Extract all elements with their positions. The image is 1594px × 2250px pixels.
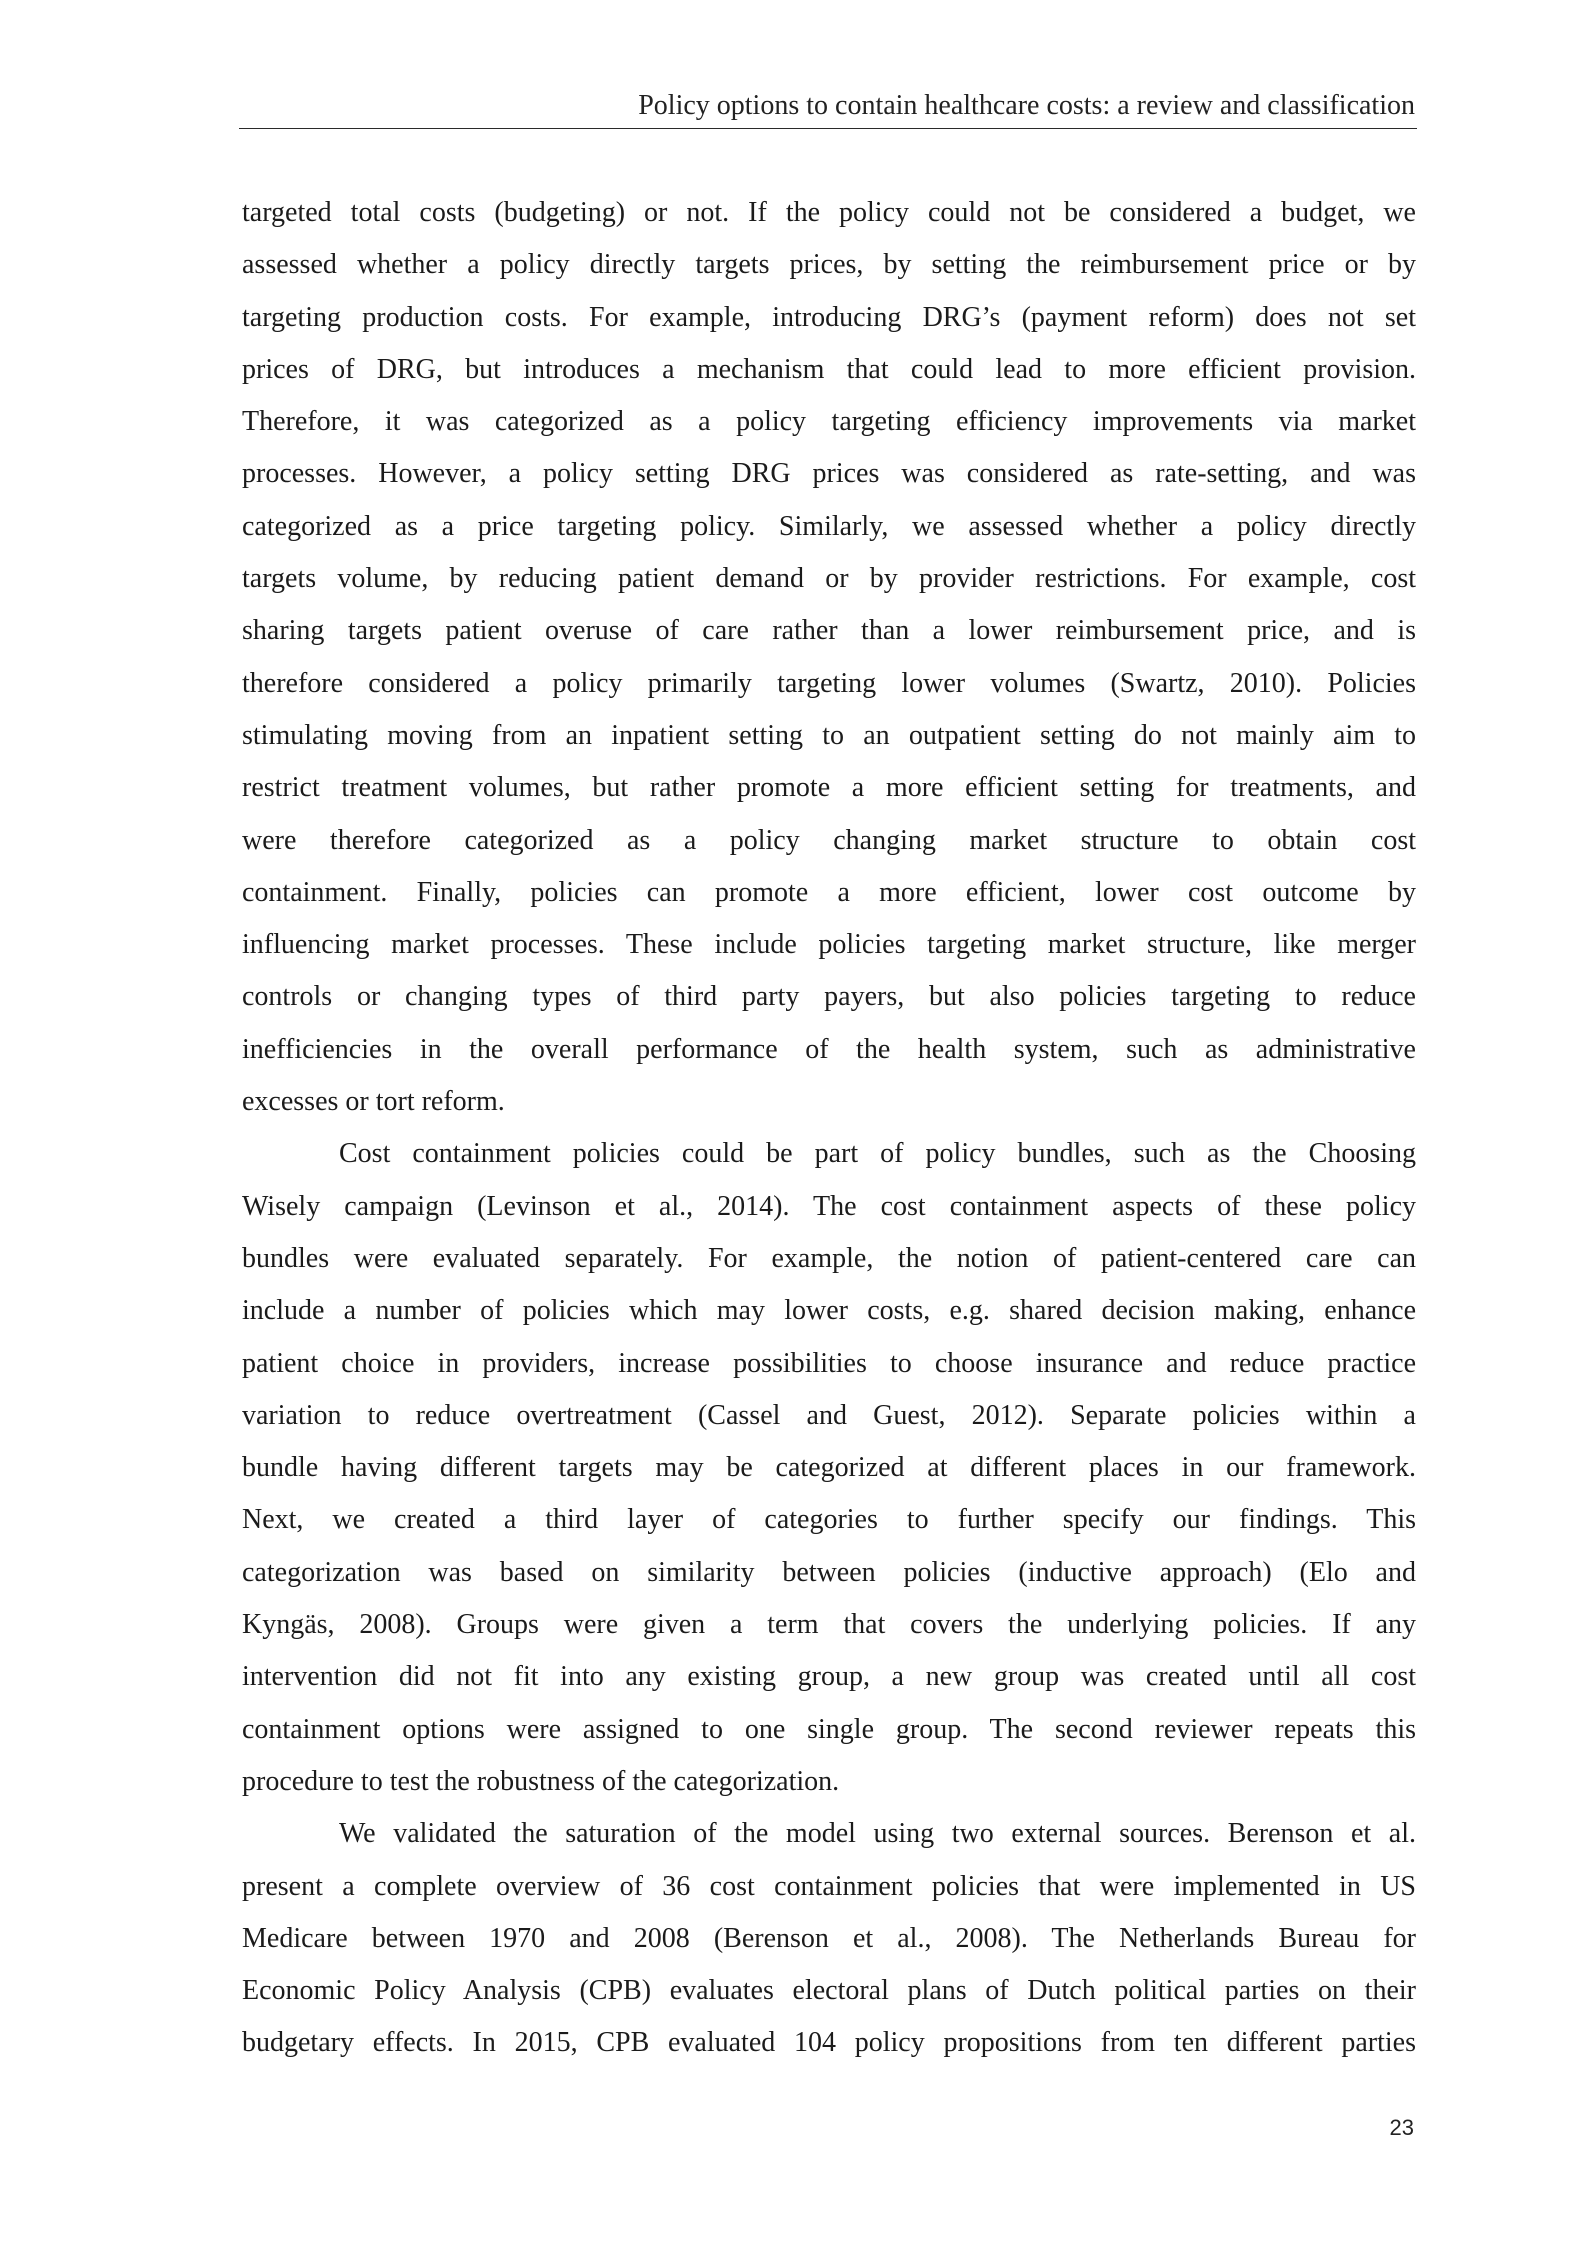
text-line: categorized as a price targeting policy. Similarly, we assessed whether a policy directly xyxy=(242,510,1416,542)
text-line: procedure to test the robustness of the categorization. xyxy=(242,1765,840,1797)
text-line: Medicare between 1970 and 2008 (Berenson et al., 2008). The Netherlands Bureau for xyxy=(242,1922,1416,1954)
text-line: were therefore categorized as a policy changing market structure to obtain cost xyxy=(242,824,1416,856)
text-line: patient choice in providers, increase possibilities to choose insurance and reduce practice xyxy=(242,1347,1416,1379)
text-line: containment options were assigned to one single group. The second reviewer repeats this xyxy=(242,1713,1416,1745)
text-line: processes. However, a policy setting DRG prices was considered as rate-setting, and was xyxy=(242,458,1416,490)
text-line: bundle having different targets may be categorized at different places in our framework. xyxy=(242,1452,1416,1484)
running-header: Policy options to contain healthcare costs: a review and classification xyxy=(239,86,1417,129)
text-line: Cost containment policies could be part of policy bundles, such as the Choosing xyxy=(339,1138,1416,1170)
text-line: sharing targets patient overuse of care rather than a lower reimbursement price, and is xyxy=(242,615,1416,647)
text-line: therefore considered a policy primarily targeting lower volumes (Swartz, 2010). Policies xyxy=(242,667,1416,699)
text-line: Wisely campaign (Levinson et al., 2014). The cost containment aspects of these policy xyxy=(242,1190,1416,1222)
text-line: present a complete overview of 36 cost containment policies that were implemented in US xyxy=(242,1870,1416,1902)
text-line: Kyngäs, 2008). Groups were given a term that covers the underlying policies. If any xyxy=(242,1609,1416,1641)
text-line: Economic Policy Analysis (CPB) evaluates electoral plans of Dutch political parties on their xyxy=(242,1975,1416,2007)
text-line: intervention did not fit into any existing group, a new group was created until all cost xyxy=(242,1661,1416,1693)
text-line: assessed whether a policy directly targets prices, by setting the reimbursement price or by xyxy=(242,249,1416,281)
text-line: excesses or tort reform. xyxy=(242,1086,505,1118)
paragraph-1 xyxy=(242,187,1416,1128)
text-line: bundles were evaluated separately. For example, the notion of patient-centered care can xyxy=(242,1242,1416,1274)
text-line: categorization was based on similarity between policies (inductive approach) (Elo and xyxy=(242,1556,1416,1588)
paragraph-2 xyxy=(242,1128,1416,1808)
paragraph-3 xyxy=(242,1808,1416,2069)
text-line: inefficiencies in the overall performance of the health system, such as administrative xyxy=(242,1033,1416,1065)
text-line: targeting production costs. For example, introducing DRG’s (payment reform) does not set xyxy=(242,301,1416,333)
text-line: budgetary effects. In 2015, CPB evaluated 104 policy propositions from ten different parties xyxy=(242,2027,1416,2059)
text-line: containment. Finally, policies can promote a more efficient, lower cost outcome by xyxy=(242,876,1416,908)
text-line: stimulating moving from an inpatient setting to an outpatient setting do not mainly aim to xyxy=(242,719,1416,751)
text-line: Next, we created a third layer of categories to further specify our findings. This xyxy=(242,1504,1416,1536)
text-line: Therefore, it was categorized as a policy targeting efficiency improvements via market xyxy=(242,406,1416,438)
text-line: restrict treatment volumes, but rather promote a more efficient setting for treatments, and xyxy=(242,772,1416,804)
body-text xyxy=(242,187,1416,2070)
text-line: targeted total costs (budgeting) or not. If the policy could not be considered a budget, we xyxy=(242,197,1416,228)
text-line: targets volume, by reducing patient demand or by provider restrictions. For example, cost xyxy=(242,563,1416,595)
text-line: We validated the saturation of the model using two external sources. Berenson et al. xyxy=(339,1818,1416,1850)
text-line: include a number of policies which may lower costs, e.g. shared decision making, enhance xyxy=(242,1295,1416,1327)
text-line: prices of DRG, but introduces a mechanism that could lead to more efficient provision. xyxy=(242,353,1416,385)
page-number: 23 xyxy=(1389,2115,1414,2140)
text-line: variation to reduce overtreatment (Cassel and Guest, 2012). Separate policies within a xyxy=(242,1399,1416,1431)
text-line: influencing market processes. These include policies targeting market structure, like merger xyxy=(242,929,1416,961)
text-line: controls or changing types of third party payers, but also policies targeting to reduce xyxy=(242,981,1416,1013)
